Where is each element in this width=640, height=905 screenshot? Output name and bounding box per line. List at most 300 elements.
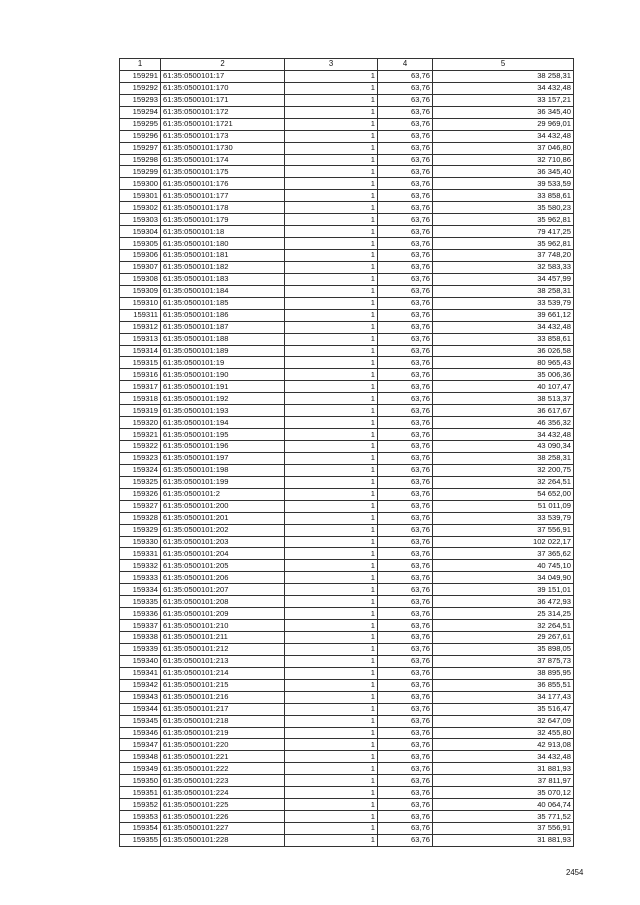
value-cell: 29 969,01 bbox=[433, 118, 574, 130]
cadastral-number-cell: 61:35:0500101:171 bbox=[161, 94, 285, 106]
value-cell: 38 258,31 bbox=[433, 285, 574, 297]
value-cell: 46 356,32 bbox=[433, 417, 574, 429]
cadastral-number-cell: 61:35:0500101:210 bbox=[161, 620, 285, 632]
count-cell: 1 bbox=[285, 429, 378, 441]
value-cell: 40 107,47 bbox=[433, 381, 574, 393]
row-number-cell: 159346 bbox=[120, 727, 161, 739]
count-cell: 1 bbox=[285, 560, 378, 572]
table-row bbox=[120, 261, 574, 273]
count-cell: 1 bbox=[285, 417, 378, 429]
rate-cell: 63,76 bbox=[378, 441, 433, 453]
cadastral-number-cell: 61:35:0500101:186 bbox=[161, 309, 285, 321]
value-cell: 38 258,31 bbox=[433, 70, 574, 82]
cadastral-number-cell: 61:35:0500101:195 bbox=[161, 429, 285, 441]
count-cell: 1 bbox=[285, 632, 378, 644]
rate-cell: 63,76 bbox=[378, 548, 433, 560]
cadastral-number-cell: 61:35:0500101:184 bbox=[161, 285, 285, 297]
value-cell: 80 965,43 bbox=[433, 357, 574, 369]
count-cell: 1 bbox=[285, 369, 378, 381]
table-row bbox=[120, 751, 574, 763]
row-number-cell: 159355 bbox=[120, 834, 161, 846]
table-row bbox=[120, 417, 574, 429]
rate-cell: 63,76 bbox=[378, 620, 433, 632]
cadastral-number-cell: 61:35:0500101:178 bbox=[161, 202, 285, 214]
value-cell: 40 064,74 bbox=[433, 799, 574, 811]
cadastral-number-cell: 61:35:0500101:197 bbox=[161, 452, 285, 464]
rate-cell: 63,76 bbox=[378, 154, 433, 166]
row-number-cell: 159342 bbox=[120, 679, 161, 691]
cadastral-number-cell: 61:35:0500101:205 bbox=[161, 560, 285, 572]
column-header-1: 1 bbox=[120, 59, 161, 71]
table-row bbox=[120, 333, 574, 345]
count-cell: 1 bbox=[285, 488, 378, 500]
row-number-cell: 159298 bbox=[120, 154, 161, 166]
cadastral-number-cell: 61:35:0500101:203 bbox=[161, 536, 285, 548]
rate-cell: 63,76 bbox=[378, 655, 433, 667]
rate-cell: 63,76 bbox=[378, 632, 433, 644]
count-cell: 1 bbox=[285, 202, 378, 214]
count-cell: 1 bbox=[285, 572, 378, 584]
count-cell: 1 bbox=[285, 441, 378, 453]
rate-cell: 63,76 bbox=[378, 763, 433, 775]
rate-cell: 63,76 bbox=[378, 369, 433, 381]
cadastral-number-cell: 61:35:0500101:223 bbox=[161, 775, 285, 787]
table-row bbox=[120, 238, 574, 250]
count-cell: 1 bbox=[285, 333, 378, 345]
rate-cell: 63,76 bbox=[378, 787, 433, 799]
value-cell: 34 432,48 bbox=[433, 751, 574, 763]
count-cell: 1 bbox=[285, 261, 378, 273]
rate-cell: 63,76 bbox=[378, 226, 433, 238]
value-cell: 36 026,58 bbox=[433, 345, 574, 357]
rate-cell: 63,76 bbox=[378, 429, 433, 441]
table-row bbox=[120, 572, 574, 584]
rate-cell: 63,76 bbox=[378, 261, 433, 273]
count-cell: 1 bbox=[285, 154, 378, 166]
count-cell: 1 bbox=[285, 190, 378, 202]
cadastral-number-cell: 61:35:0500101:185 bbox=[161, 297, 285, 309]
cadastral-number-cell: 61:35:0500101:200 bbox=[161, 500, 285, 512]
cadastral-number-cell: 61:35:0500101:187 bbox=[161, 321, 285, 333]
cadastral-number-cell: 61:35:0500101:220 bbox=[161, 739, 285, 751]
cadastral-number-cell: 61:35:0500101:204 bbox=[161, 548, 285, 560]
row-number-cell: 159332 bbox=[120, 560, 161, 572]
table-row bbox=[120, 285, 574, 297]
value-cell: 38 258,31 bbox=[433, 452, 574, 464]
row-number-cell: 159305 bbox=[120, 238, 161, 250]
cadastral-number-cell: 61:35:0500101:1730 bbox=[161, 142, 285, 154]
count-cell: 1 bbox=[285, 285, 378, 297]
row-number-cell: 159348 bbox=[120, 751, 161, 763]
row-number-cell: 159316 bbox=[120, 369, 161, 381]
cadastral-number-cell: 61:35:0500101:170 bbox=[161, 82, 285, 94]
table-row bbox=[120, 787, 574, 799]
cadastral-number-cell: 61:35:0500101:227 bbox=[161, 823, 285, 835]
table-row bbox=[120, 429, 574, 441]
cadastral-number-cell: 61:35:0500101:202 bbox=[161, 524, 285, 536]
cadastral-number-cell: 61:35:0500101:211 bbox=[161, 632, 285, 644]
count-cell: 1 bbox=[285, 250, 378, 262]
count-cell: 1 bbox=[285, 691, 378, 703]
cadastral-number-cell: 61:35:0500101:217 bbox=[161, 703, 285, 715]
count-cell: 1 bbox=[285, 751, 378, 763]
rate-cell: 63,76 bbox=[378, 285, 433, 297]
row-number-cell: 159301 bbox=[120, 190, 161, 202]
row-number-cell: 159317 bbox=[120, 381, 161, 393]
rate-cell: 63,76 bbox=[378, 811, 433, 823]
rate-cell: 63,76 bbox=[378, 488, 433, 500]
rate-cell: 63,76 bbox=[378, 333, 433, 345]
value-cell: 32 647,09 bbox=[433, 715, 574, 727]
row-number-cell: 159325 bbox=[120, 476, 161, 488]
row-number-cell: 159313 bbox=[120, 333, 161, 345]
table-row bbox=[120, 584, 574, 596]
rate-cell: 63,76 bbox=[378, 691, 433, 703]
count-cell: 1 bbox=[285, 703, 378, 715]
cadastral-number-cell: 61:35:0500101:207 bbox=[161, 584, 285, 596]
table-row bbox=[120, 464, 574, 476]
value-cell: 32 264,51 bbox=[433, 620, 574, 632]
value-cell: 42 913,08 bbox=[433, 739, 574, 751]
row-number-cell: 159333 bbox=[120, 572, 161, 584]
count-cell: 1 bbox=[285, 667, 378, 679]
table-row bbox=[120, 345, 574, 357]
count-cell: 1 bbox=[285, 393, 378, 405]
table-row bbox=[120, 608, 574, 620]
row-number-cell: 159302 bbox=[120, 202, 161, 214]
table-row bbox=[120, 691, 574, 703]
cadastral-number-cell: 61:35:0500101:224 bbox=[161, 787, 285, 799]
value-cell: 36 617,67 bbox=[433, 405, 574, 417]
count-cell: 1 bbox=[285, 727, 378, 739]
row-number-cell: 159304 bbox=[120, 226, 161, 238]
count-cell: 1 bbox=[285, 273, 378, 285]
cadastral-number-cell: 61:35:0500101:192 bbox=[161, 393, 285, 405]
count-cell: 1 bbox=[285, 94, 378, 106]
cadastral-number-cell: 61:35:0500101:225 bbox=[161, 799, 285, 811]
value-cell: 39 661,12 bbox=[433, 309, 574, 321]
row-number-cell: 159354 bbox=[120, 823, 161, 835]
rate-cell: 63,76 bbox=[378, 273, 433, 285]
cadastral-number-cell: 61:35:0500101:206 bbox=[161, 572, 285, 584]
row-number-cell: 159343 bbox=[120, 691, 161, 703]
row-number-cell: 159314 bbox=[120, 345, 161, 357]
row-number-cell: 159340 bbox=[120, 655, 161, 667]
rate-cell: 63,76 bbox=[378, 130, 433, 142]
cadastral-number-cell: 61:35:0500101:190 bbox=[161, 369, 285, 381]
value-cell: 102 022,17 bbox=[433, 536, 574, 548]
value-cell: 35 516,47 bbox=[433, 703, 574, 715]
value-cell: 35 771,52 bbox=[433, 811, 574, 823]
count-cell: 1 bbox=[285, 345, 378, 357]
table-row bbox=[120, 273, 574, 285]
row-number-cell: 159318 bbox=[120, 393, 161, 405]
row-number-cell: 159339 bbox=[120, 643, 161, 655]
value-cell: 25 314,25 bbox=[433, 608, 574, 620]
cadastral-number-cell: 61:35:0500101:209 bbox=[161, 608, 285, 620]
count-cell: 1 bbox=[285, 823, 378, 835]
value-cell: 34 432,48 bbox=[433, 130, 574, 142]
table-row bbox=[120, 620, 574, 632]
table-row bbox=[120, 775, 574, 787]
cadastral-number-cell: 61:35:0500101:215 bbox=[161, 679, 285, 691]
table-row bbox=[120, 715, 574, 727]
rate-cell: 63,76 bbox=[378, 178, 433, 190]
rate-cell: 63,76 bbox=[378, 667, 433, 679]
row-number-cell: 159341 bbox=[120, 667, 161, 679]
value-cell: 31 881,93 bbox=[433, 763, 574, 775]
cadastral-number-cell: 61:35:0500101:174 bbox=[161, 154, 285, 166]
row-number-cell: 159295 bbox=[120, 118, 161, 130]
table-row bbox=[120, 369, 574, 381]
column-header-3: 3 bbox=[285, 59, 378, 71]
count-cell: 1 bbox=[285, 178, 378, 190]
count-cell: 1 bbox=[285, 596, 378, 608]
cadastral-number-cell: 61:35:0500101:219 bbox=[161, 727, 285, 739]
count-cell: 1 bbox=[285, 715, 378, 727]
table-row bbox=[120, 596, 574, 608]
count-cell: 1 bbox=[285, 405, 378, 417]
row-number-cell: 159291 bbox=[120, 70, 161, 82]
table-row bbox=[120, 154, 574, 166]
count-cell: 1 bbox=[285, 536, 378, 548]
value-cell: 39 151,01 bbox=[433, 584, 574, 596]
rate-cell: 63,76 bbox=[378, 823, 433, 835]
row-number-cell: 159324 bbox=[120, 464, 161, 476]
cadastral-number-cell: 61:35:0500101:2 bbox=[161, 488, 285, 500]
table-row bbox=[120, 297, 574, 309]
cadastral-number-cell: 61:35:0500101:182 bbox=[161, 261, 285, 273]
rate-cell: 63,76 bbox=[378, 405, 433, 417]
row-number-cell: 159331 bbox=[120, 548, 161, 560]
value-cell: 35 962,81 bbox=[433, 238, 574, 250]
table-row bbox=[120, 703, 574, 715]
rate-cell: 63,76 bbox=[378, 739, 433, 751]
value-cell: 38 513,37 bbox=[433, 393, 574, 405]
row-number-cell: 159335 bbox=[120, 596, 161, 608]
rate-cell: 63,76 bbox=[378, 775, 433, 787]
row-number-cell: 159320 bbox=[120, 417, 161, 429]
cadastral-number-cell: 61:35:0500101:194 bbox=[161, 417, 285, 429]
row-number-cell: 159312 bbox=[120, 321, 161, 333]
table-row bbox=[120, 763, 574, 775]
count-cell: 1 bbox=[285, 679, 378, 691]
rate-cell: 63,76 bbox=[378, 536, 433, 548]
value-cell: 39 533,59 bbox=[433, 178, 574, 190]
rate-cell: 63,76 bbox=[378, 202, 433, 214]
cadastral-number-cell: 61:35:0500101:175 bbox=[161, 166, 285, 178]
value-cell: 79 417,25 bbox=[433, 226, 574, 238]
table-row bbox=[120, 739, 574, 751]
table-row bbox=[120, 667, 574, 679]
value-cell: 37 875,73 bbox=[433, 655, 574, 667]
rate-cell: 63,76 bbox=[378, 393, 433, 405]
count-cell: 1 bbox=[285, 118, 378, 130]
row-number-cell: 159315 bbox=[120, 357, 161, 369]
value-cell: 38 895,95 bbox=[433, 667, 574, 679]
rate-cell: 63,76 bbox=[378, 512, 433, 524]
count-cell: 1 bbox=[285, 763, 378, 775]
value-cell: 36 855,51 bbox=[433, 679, 574, 691]
row-number-cell: 159299 bbox=[120, 166, 161, 178]
row-number-cell: 159336 bbox=[120, 608, 161, 620]
table-row bbox=[120, 536, 574, 548]
count-cell: 1 bbox=[285, 381, 378, 393]
value-cell: 35 962,81 bbox=[433, 214, 574, 226]
rate-cell: 63,76 bbox=[378, 751, 433, 763]
row-number-cell: 159306 bbox=[120, 250, 161, 262]
table-row bbox=[120, 70, 574, 82]
table-row bbox=[120, 727, 574, 739]
cadastral-number-cell: 61:35:0500101:189 bbox=[161, 345, 285, 357]
row-number-cell: 159350 bbox=[120, 775, 161, 787]
cadastral-number-cell: 61:35:0500101:172 bbox=[161, 106, 285, 118]
data-table bbox=[119, 58, 574, 847]
header-row bbox=[120, 59, 574, 71]
rate-cell: 63,76 bbox=[378, 166, 433, 178]
table-row bbox=[120, 381, 574, 393]
row-number-cell: 159319 bbox=[120, 405, 161, 417]
row-number-cell: 159297 bbox=[120, 142, 161, 154]
row-number-cell: 159329 bbox=[120, 524, 161, 536]
rate-cell: 63,76 bbox=[378, 727, 433, 739]
table-row bbox=[120, 548, 574, 560]
value-cell: 37 748,20 bbox=[433, 250, 574, 262]
table-row bbox=[120, 823, 574, 835]
rate-cell: 63,76 bbox=[378, 608, 433, 620]
column-header-4: 4 bbox=[378, 59, 433, 71]
cadastral-number-cell: 61:35:0500101:228 bbox=[161, 834, 285, 846]
table-row bbox=[120, 560, 574, 572]
value-cell: 36 472,93 bbox=[433, 596, 574, 608]
value-cell: 33 157,21 bbox=[433, 94, 574, 106]
count-cell: 1 bbox=[285, 512, 378, 524]
row-number-cell: 159326 bbox=[120, 488, 161, 500]
cadastral-number-cell: 61:35:0500101:226 bbox=[161, 811, 285, 823]
count-cell: 1 bbox=[285, 811, 378, 823]
rate-cell: 63,76 bbox=[378, 679, 433, 691]
table-row bbox=[120, 226, 574, 238]
value-cell: 33 858,61 bbox=[433, 333, 574, 345]
cadastral-number-cell: 61:35:0500101:179 bbox=[161, 214, 285, 226]
cadastral-number-cell: 61:35:0500101:196 bbox=[161, 441, 285, 453]
cadastral-number-cell: 61:35:0500101:193 bbox=[161, 405, 285, 417]
count-cell: 1 bbox=[285, 548, 378, 560]
value-cell: 33 539,79 bbox=[433, 512, 574, 524]
table-row bbox=[120, 130, 574, 142]
count-cell: 1 bbox=[285, 799, 378, 811]
rate-cell: 63,76 bbox=[378, 309, 433, 321]
row-number-cell: 159334 bbox=[120, 584, 161, 596]
row-number-cell: 159293 bbox=[120, 94, 161, 106]
table-row bbox=[120, 811, 574, 823]
table-row bbox=[120, 500, 574, 512]
value-cell: 34 457,99 bbox=[433, 273, 574, 285]
table-row bbox=[120, 321, 574, 333]
cadastral-number-cell: 61:35:0500101:218 bbox=[161, 715, 285, 727]
column-header-2: 2 bbox=[161, 59, 285, 71]
count-cell: 1 bbox=[285, 297, 378, 309]
rate-cell: 63,76 bbox=[378, 596, 433, 608]
table-row bbox=[120, 512, 574, 524]
table-row bbox=[120, 82, 574, 94]
table-row bbox=[120, 799, 574, 811]
row-number-cell: 159344 bbox=[120, 703, 161, 715]
rate-cell: 63,76 bbox=[378, 142, 433, 154]
row-number-cell: 159300 bbox=[120, 178, 161, 190]
table-row bbox=[120, 166, 574, 178]
rate-cell: 63,76 bbox=[378, 452, 433, 464]
value-cell: 37 556,91 bbox=[433, 524, 574, 536]
table-row bbox=[120, 405, 574, 417]
count-cell: 1 bbox=[285, 584, 378, 596]
row-number-cell: 159328 bbox=[120, 512, 161, 524]
value-cell: 35 580,23 bbox=[433, 202, 574, 214]
table-row bbox=[120, 524, 574, 536]
rate-cell: 63,76 bbox=[378, 476, 433, 488]
cadastral-number-cell: 61:35:0500101:177 bbox=[161, 190, 285, 202]
value-cell: 32 583,33 bbox=[433, 261, 574, 273]
page-number: 2454 bbox=[566, 868, 584, 877]
value-cell: 33 539,79 bbox=[433, 297, 574, 309]
table-body bbox=[120, 70, 574, 846]
count-cell: 1 bbox=[285, 500, 378, 512]
rate-cell: 63,76 bbox=[378, 417, 433, 429]
value-cell: 32 455,80 bbox=[433, 727, 574, 739]
rate-cell: 63,76 bbox=[378, 70, 433, 82]
value-cell: 40 745,10 bbox=[433, 560, 574, 572]
table-row bbox=[120, 452, 574, 464]
count-cell: 1 bbox=[285, 608, 378, 620]
count-cell: 1 bbox=[285, 834, 378, 846]
row-number-cell: 159323 bbox=[120, 452, 161, 464]
value-cell: 51 011,09 bbox=[433, 500, 574, 512]
table-row bbox=[120, 834, 574, 846]
value-cell: 54 652,00 bbox=[433, 488, 574, 500]
rate-cell: 63,76 bbox=[378, 572, 433, 584]
row-number-cell: 159307 bbox=[120, 261, 161, 273]
count-cell: 1 bbox=[285, 464, 378, 476]
rate-cell: 63,76 bbox=[378, 190, 433, 202]
count-cell: 1 bbox=[285, 142, 378, 154]
count-cell: 1 bbox=[285, 309, 378, 321]
value-cell: 34 432,48 bbox=[433, 82, 574, 94]
row-number-cell: 159292 bbox=[120, 82, 161, 94]
rate-cell: 63,76 bbox=[378, 106, 433, 118]
cadastral-number-cell: 61:35:0500101:18 bbox=[161, 226, 285, 238]
table-row bbox=[120, 250, 574, 262]
table-row bbox=[120, 632, 574, 644]
count-cell: 1 bbox=[285, 82, 378, 94]
rate-cell: 63,76 bbox=[378, 464, 433, 476]
cadastral-number-cell: 61:35:0500101:222 bbox=[161, 763, 285, 775]
count-cell: 1 bbox=[285, 70, 378, 82]
value-cell: 36 345,40 bbox=[433, 106, 574, 118]
table-row bbox=[120, 190, 574, 202]
table-row bbox=[120, 118, 574, 130]
value-cell: 32 710,86 bbox=[433, 154, 574, 166]
cadastral-number-cell: 61:35:0500101:208 bbox=[161, 596, 285, 608]
value-cell: 37 556,91 bbox=[433, 823, 574, 835]
row-number-cell: 159311 bbox=[120, 309, 161, 321]
table-row bbox=[120, 441, 574, 453]
row-number-cell: 159294 bbox=[120, 106, 161, 118]
count-cell: 1 bbox=[285, 524, 378, 536]
count-cell: 1 bbox=[285, 106, 378, 118]
rate-cell: 63,76 bbox=[378, 214, 433, 226]
rate-cell: 63,76 bbox=[378, 94, 433, 106]
cadastral-number-cell: 61:35:0500101:214 bbox=[161, 667, 285, 679]
